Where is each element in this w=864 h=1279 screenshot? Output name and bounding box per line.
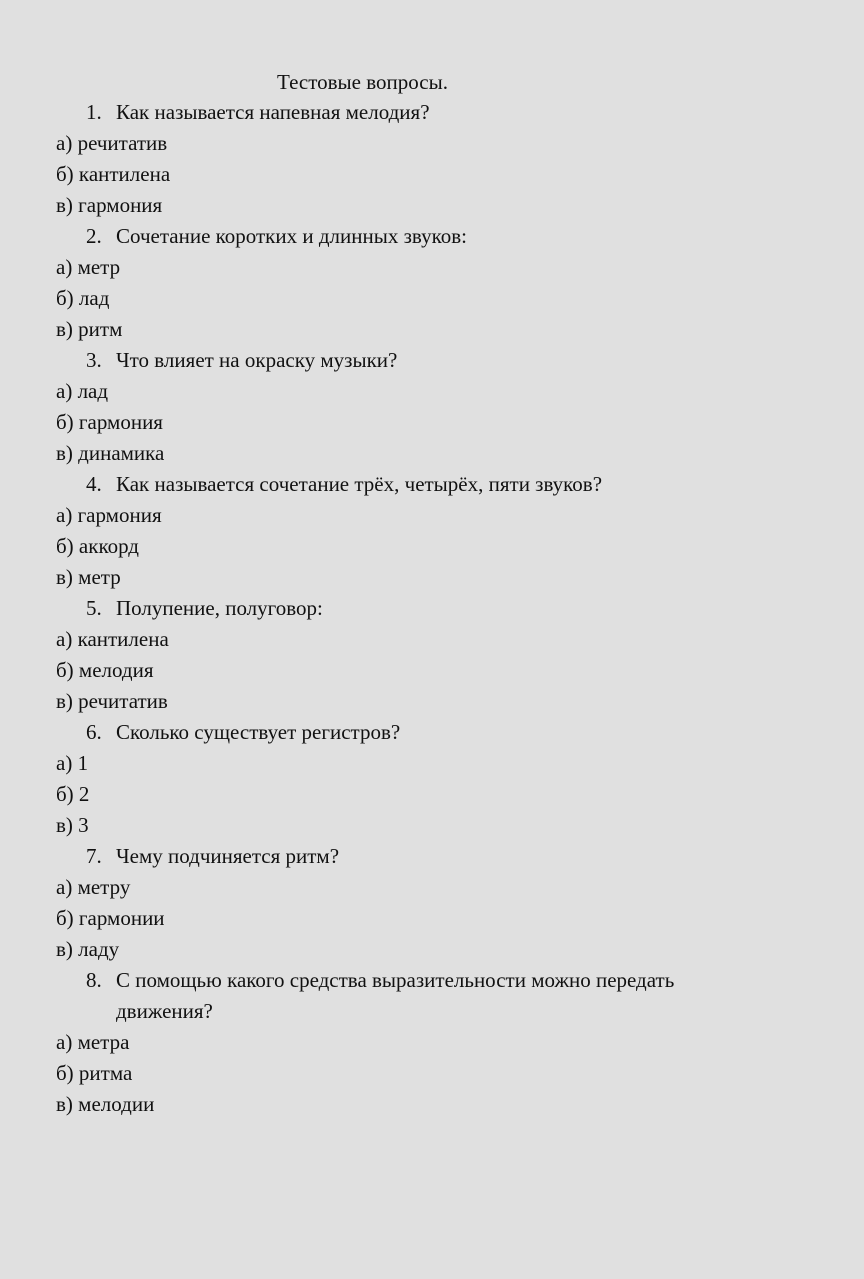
answer-option: в) ритм [56, 317, 123, 341]
answer-option: б) лад [56, 286, 110, 310]
answer-option: а) лад [56, 379, 109, 403]
question-text: С помощью какого средства выразительности можно передать движения? [116, 968, 675, 1023]
question-6 [56, 717, 816, 748]
question-number: 8. [86, 968, 102, 992]
answer-option: в) метр [56, 565, 121, 589]
answer-option: а) метра [56, 1030, 130, 1054]
question-7 [56, 841, 816, 872]
answer-option: б) мелодия [56, 658, 154, 682]
question-text: Как называется напевная мелодия? [116, 100, 430, 124]
question-number: 3. [86, 348, 102, 372]
answer-option: а) метру [56, 875, 131, 899]
question-text: Сколько существует регистров? [116, 720, 401, 744]
answer-option: б) аккорд [56, 534, 139, 558]
answer-option: б) кантилена [56, 162, 171, 186]
answer-option: б) гармонии [56, 906, 165, 930]
answer-option: в) гармония [56, 193, 163, 217]
answer-option: в) речитатив [56, 689, 168, 713]
page-title: Тестовые вопросы. [277, 70, 448, 94]
question-list [56, 97, 816, 1120]
answer-option: в) динамика [56, 441, 165, 465]
answer-option: а) кантилена [56, 627, 169, 651]
question-text: Полупение, полуговор: [116, 596, 323, 620]
question-8 [56, 965, 816, 1027]
question-1 [56, 97, 816, 128]
answer-option: б) гармония [56, 410, 163, 434]
answer-option: б) 2 [56, 782, 90, 806]
question-number: 5. [86, 596, 102, 620]
question-text: Как называется сочетание трёх, четырёх, пяти звуков? [116, 472, 603, 496]
question-number: 1. [86, 100, 102, 124]
answer-option: а) метр [56, 255, 121, 279]
answer-option: в) мелодии [56, 1092, 155, 1116]
question-number: 7. [86, 844, 102, 868]
question-3 [56, 345, 816, 376]
question-number: 2. [86, 224, 102, 248]
question-number: 6. [86, 720, 102, 744]
question-text: Сочетание коротких и длинных звуков: [116, 224, 467, 248]
question-5 [56, 593, 816, 624]
answer-option: а) гармония [56, 503, 162, 527]
answer-option: а) речитатив [56, 131, 168, 155]
question-text: Чему подчиняется ритм? [116, 844, 340, 868]
answer-option: а) 1 [56, 751, 89, 775]
question-number: 4. [86, 472, 102, 496]
question-text: Что влияет на окраску музыки? [116, 348, 398, 372]
answer-option: в) ладу [56, 937, 120, 961]
answer-option: в) 3 [56, 813, 89, 837]
question-2 [56, 221, 816, 252]
question-4 [56, 469, 816, 500]
answer-option: б) ритма [56, 1061, 133, 1085]
